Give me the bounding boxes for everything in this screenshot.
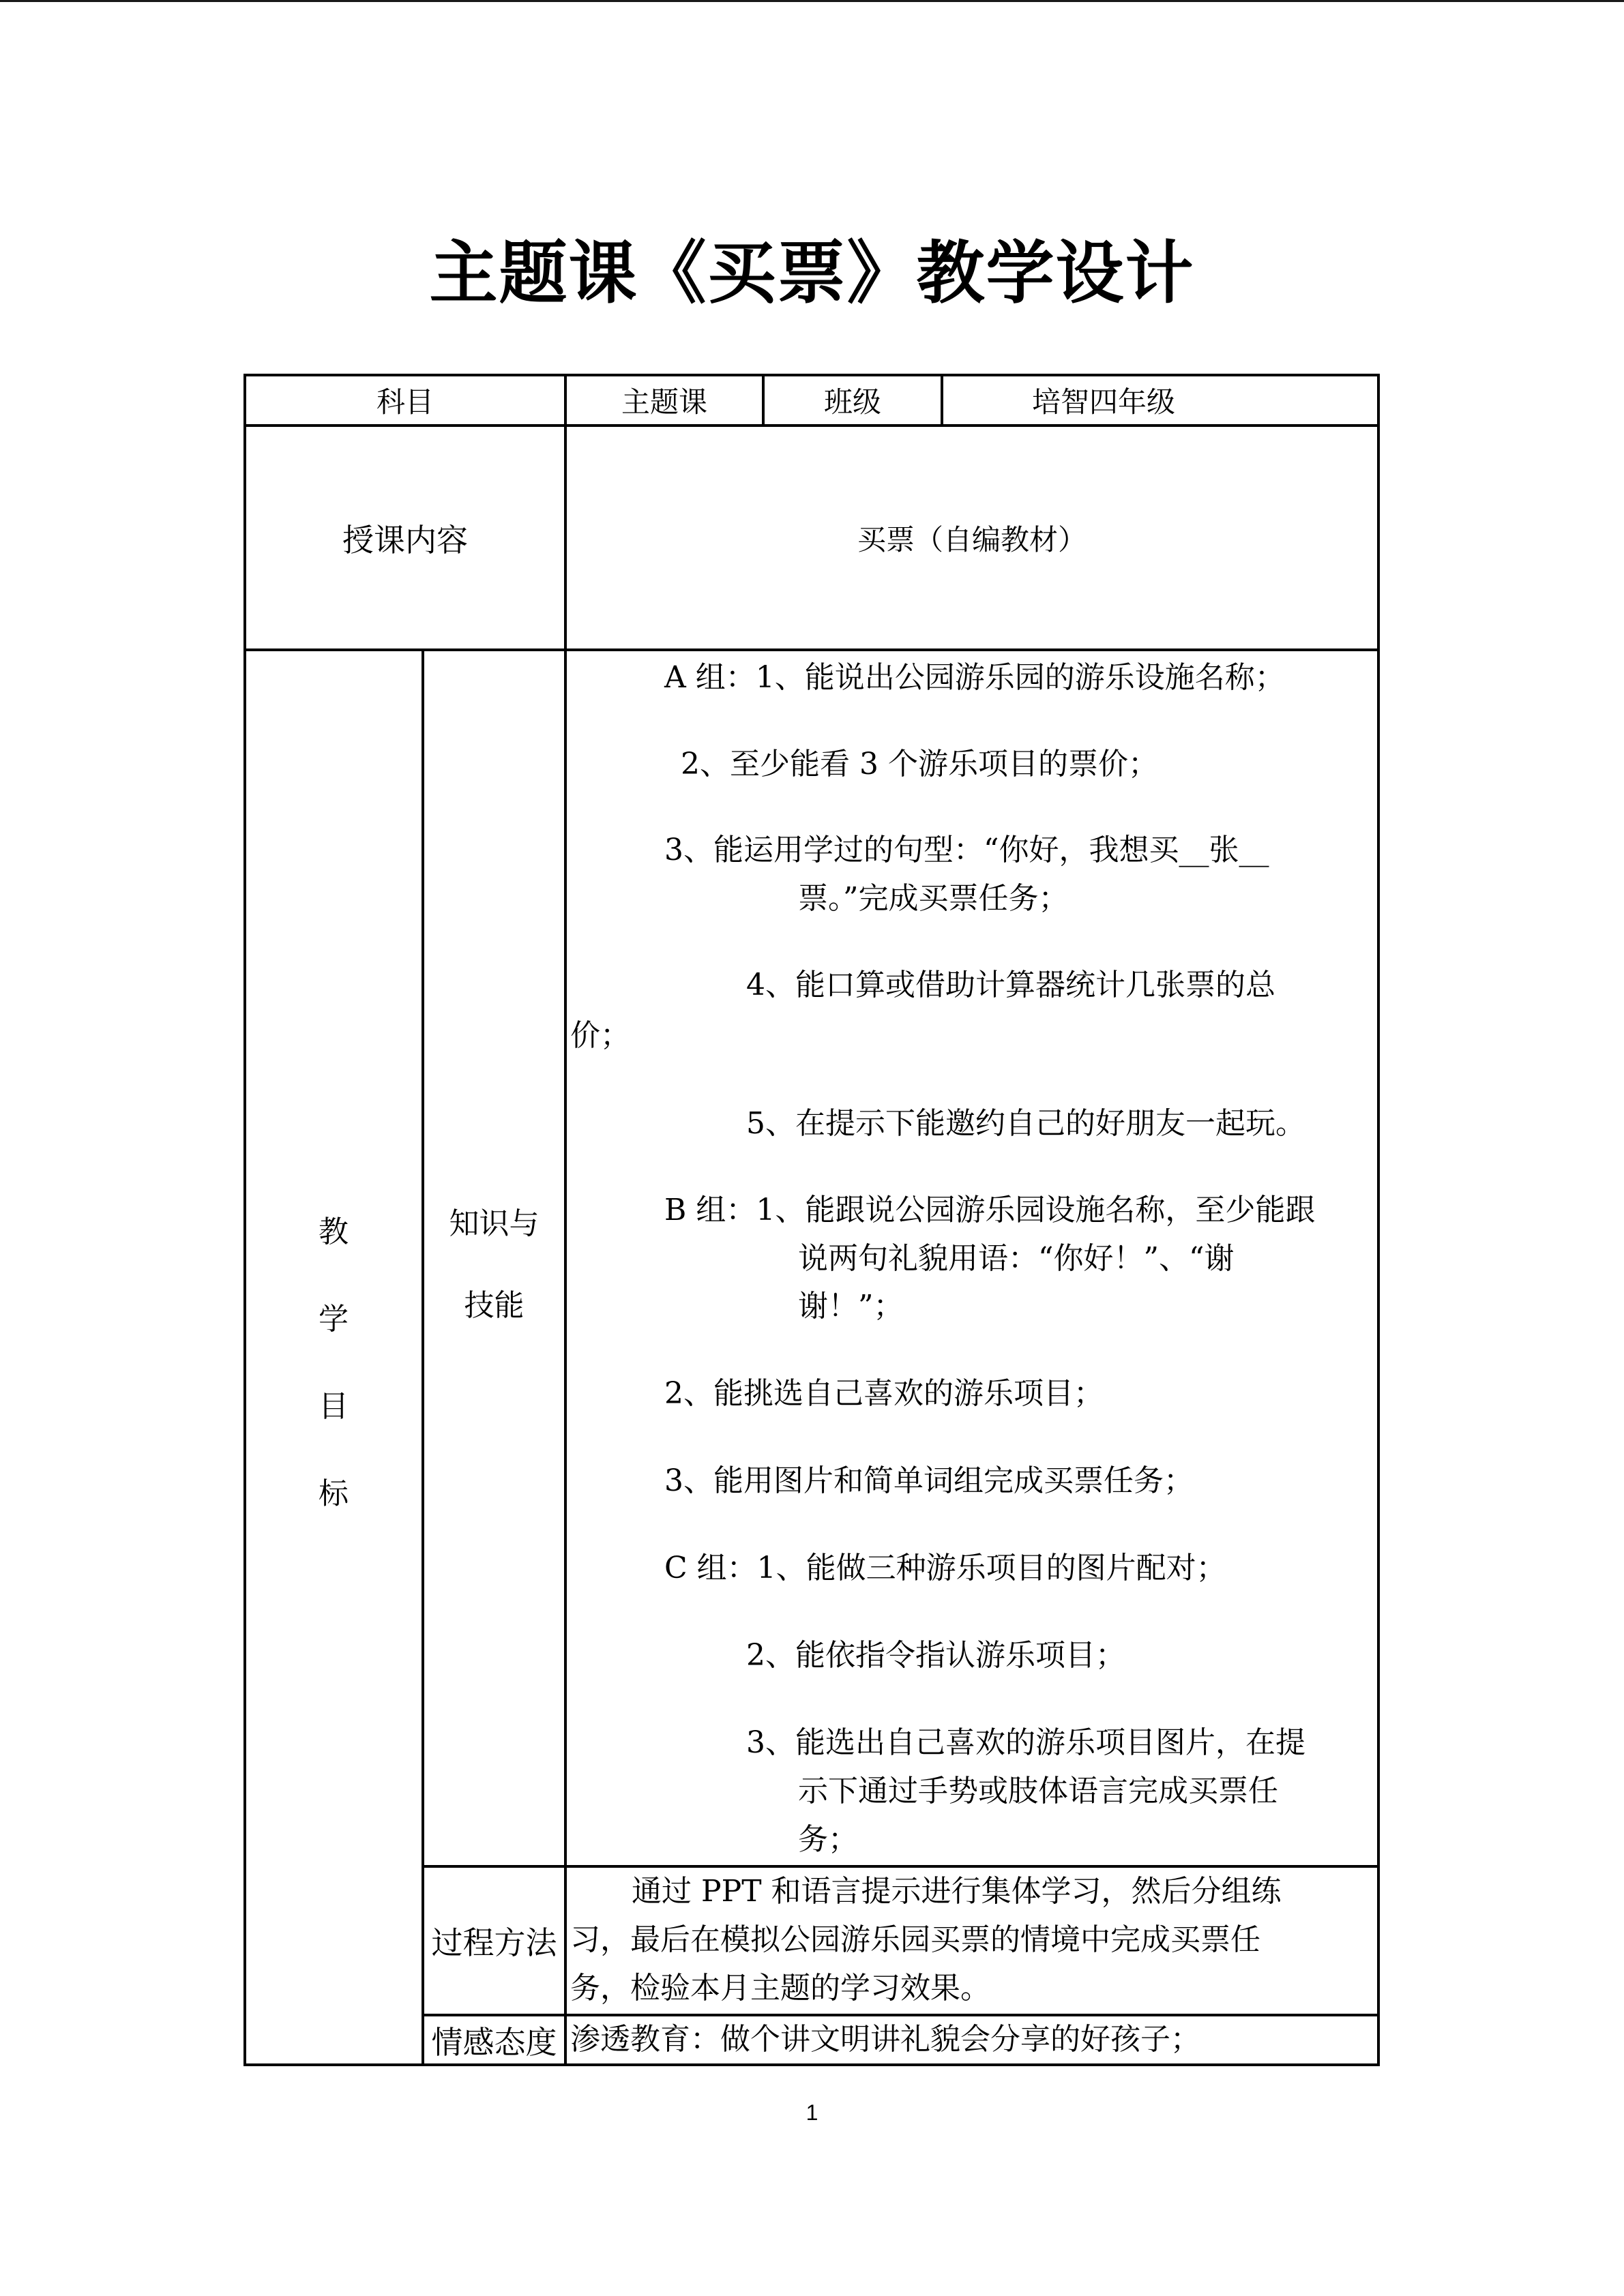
objective-line: B 组：1、能跟说公园游乐园设施名称，至少能跟 bbox=[664, 1193, 1316, 1227]
objective-line: 3、能运用学过的句型：“你好，我想买__张__ bbox=[664, 833, 1269, 867]
objective-line: 票。”完成买票任务； bbox=[798, 881, 1069, 916]
objectives-label-char: 标 bbox=[319, 1476, 349, 1511]
objective-line: 示下通过手势或肢体语言完成买票任 bbox=[798, 1774, 1278, 1808]
subject-value: 主题课 bbox=[621, 385, 707, 419]
objective-line: 4、能口算或借助计算器统计几张票的总 bbox=[746, 968, 1275, 1002]
objective-line: 谢！”； bbox=[798, 1289, 904, 1324]
objective-line: 2、至少能看 3 个游乐项目的票价； bbox=[681, 747, 1158, 781]
emotion-text: 渗透教育：做个讲文明讲礼貌会分享的好孩子； bbox=[570, 2022, 1200, 2057]
process-line: 习，最后在模拟公园游乐园买票的情境中完成买票任 bbox=[570, 1922, 1260, 1957]
process-label: 过程方法 bbox=[431, 1924, 557, 1961]
class-value: 培智四年级 bbox=[1031, 385, 1175, 419]
emotion-label: 情感态度 bbox=[431, 2023, 557, 2061]
content-value: 买票（自编教材） bbox=[857, 522, 1087, 556]
objective-line: 3、能选出自己喜欢的游乐项目图片，在提 bbox=[746, 1725, 1305, 1760]
knowledge-label-line1: 知识与 bbox=[449, 1206, 540, 1241]
objective-line: A 组：1、能说出公园游乐园的游乐设施名称； bbox=[664, 660, 1285, 695]
knowledge-label-line2: 技能 bbox=[464, 1288, 525, 1323]
process-line: 通过 PPT 和语言提示进行集体学习，然后分组练 bbox=[632, 1874, 1282, 1909]
objective-line: 2、能依指令指认游乐项目； bbox=[746, 1638, 1125, 1673]
objective-line: 价； bbox=[570, 1018, 630, 1053]
table-rule bbox=[1377, 374, 1380, 2066]
objectives-label-char: 目 bbox=[319, 1389, 349, 1424]
objective-line: 说两句礼貌用语：“你好！”、“谢 bbox=[798, 1241, 1235, 1276]
class-label: 班级 bbox=[823, 385, 881, 419]
process-line: 务，检验本月主题的学习效果。 bbox=[570, 1971, 990, 2006]
objective-line: 5、在提示下能邀约自己的好朋友一起玩。 bbox=[746, 1106, 1305, 1141]
subject-label: 科目 bbox=[376, 385, 434, 419]
objectives-label-char: 教 bbox=[319, 1214, 349, 1249]
objectives-label-char: 学 bbox=[319, 1302, 349, 1337]
table-rule bbox=[243, 2063, 1380, 2066]
objective-line: 3、能用图片和简单词组完成买票任务； bbox=[664, 1463, 1194, 1498]
table-rule bbox=[243, 648, 1380, 651]
page-number: 1 bbox=[806, 2100, 818, 2125]
objective-line: C 组：1、能做三种游乐项目的图片配对； bbox=[664, 1551, 1226, 1585]
objective-line: 2、能挑选自己喜欢的游乐项目； bbox=[664, 1376, 1104, 1411]
table-rule bbox=[422, 648, 424, 2066]
document-title: 主题课《买票》教学设计 bbox=[429, 233, 1195, 313]
objective-line: 务； bbox=[798, 1822, 858, 1857]
content-label: 授课内容 bbox=[342, 521, 468, 558]
